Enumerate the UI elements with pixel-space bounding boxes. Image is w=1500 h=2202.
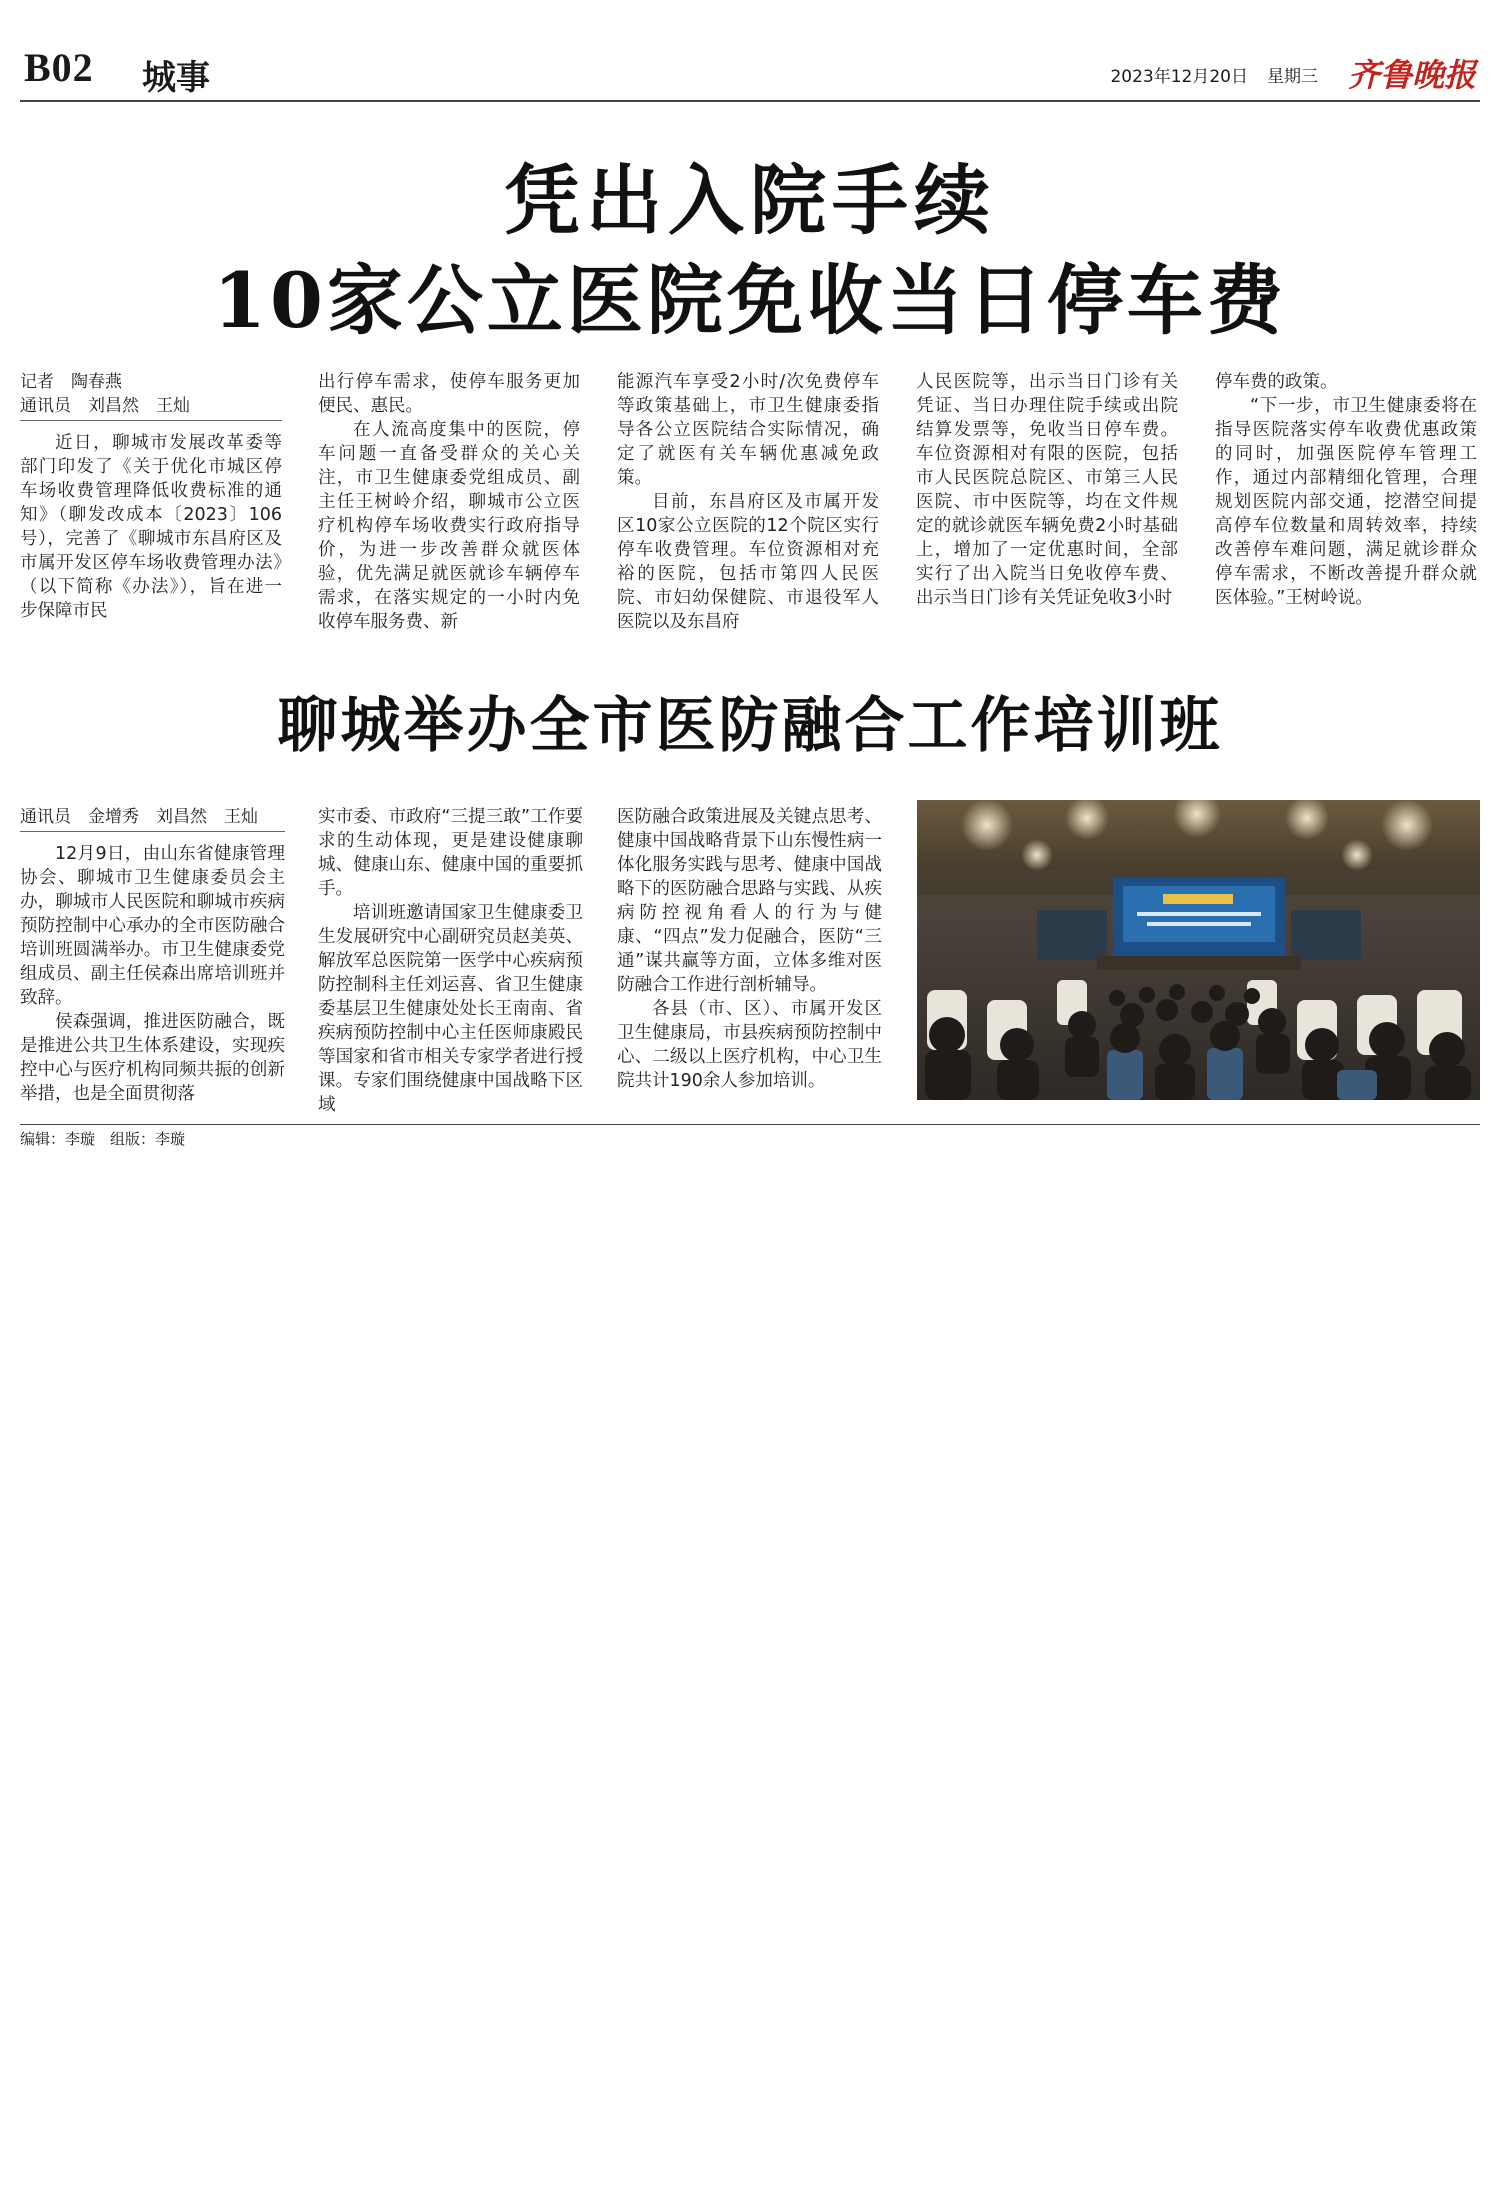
article1-headline-line1: 凭出入院手续 xyxy=(504,156,996,245)
article2-paragraph: 医防融合政策进展及关键点思考、健康中国战略背景下山东慢性病一体化服务实践与思考、健康中国战略下的医防融合思路与实践、从疾病防控视角看人的行为与健康、“四点”发力促融合，医防“三通”谋共赢等方面，立体多维对医防融合工作进行剖析辅导。 xyxy=(617,807,882,995)
article2-paragraph: 各县（市、区）、市属开发区卫生健康局，市县疾病预防控制中心、二级以上医疗机构，中心卫生院共计190余人参加培训。 xyxy=(617,999,882,1091)
page-code: B02 xyxy=(24,45,94,90)
bottom-divider xyxy=(20,1124,1480,1125)
article1-byline-correspondents: 通讯员 刘昌然 王灿 xyxy=(20,394,282,421)
article1-paragraph: 目前，东昌府区及市属开发区10家公立医院的12个院区实行停车收费管理。车位资源相对充裕的医院，包括市第四人民医院、市妇幼保健院、市退役军人医院以及东昌府 xyxy=(617,492,879,632)
article1-column-4 xyxy=(916,370,1178,610)
training-session-photo xyxy=(917,800,1480,1100)
page-header xyxy=(20,40,1480,102)
article1-paragraph: 能源汽车享受2小时/次免费停车等政策基础上，市卫生健康委指导各公立医院结合实际情况，确定了就医有关车辆优惠减免政策。 xyxy=(617,372,879,488)
article1-column-2 xyxy=(318,370,580,634)
article1-column-5 xyxy=(1215,370,1477,610)
section-name: 城事 xyxy=(142,58,210,98)
article2-column-3 xyxy=(617,805,882,1093)
article1-paragraph: 停车费的政策。 xyxy=(1215,372,1338,392)
article2-paragraph: 实市委、市政府“三提三敢”工作要求的生动体现，更是建设健康聊城、健康山东、健康中国的重要抓手。 xyxy=(318,807,583,899)
article2-paragraph: 12月9日，由山东省健康管理协会、聊城市卫生健康委员会主办，聊城市人民医院和聊城市疾病预防控制中心承办的全市医防融合培训班圆满举办。市卫生健康委党组成员、副主任侯森出席培训班并致辞。 xyxy=(20,844,285,1008)
newspaper-logo: 齐鲁晚报 xyxy=(1347,56,1476,94)
article2-headline: 聊城举办全市医防融合工作培训班 xyxy=(277,691,1223,761)
article2-column-2 xyxy=(318,805,583,1117)
article1-paragraph: 近日，聊城市发展改革委等部门印发了《关于优化市城区停车场收费管理降低收费标准的通知》（聊发改成本〔2023〕106号），完善了《聊城市东昌府区及市属开发区停车场收费管理办法》（以下简称《办法》），旨在进一步保障市民 xyxy=(20,433,282,621)
article2-byline: 通讯员 金增秀 刘昌然 王灿 xyxy=(20,805,285,832)
article1-headline-line2: 10家公立医院免收当日停车费 xyxy=(213,256,1287,345)
article1-column-3 xyxy=(617,370,879,634)
article2-paragraph: 侯森强调，推进医防融合，既是推进公共卫生体系建设，实现疾控中心与医疗机构同频共振的创新举措，也是全面贯彻落 xyxy=(20,1012,285,1104)
editor-credit: 编辑：李璇 组版：李璇 xyxy=(20,1130,186,1148)
issue-weekday: 星期三 xyxy=(1267,67,1318,87)
article1-paragraph: 人民医院等，出示当日门诊有关凭证、当日办理住院手续或出院结算发票等，免收当日停车费。车位资源相对有限的医院，包括市人民医院总院区、市第三人民医院、市中医院等，均在文件规定的就诊就医车辆免费2小时基础上，增加了一定优惠时间，全部实行了出入院当日免收停车费、出示当日门诊有关凭证免收3小时 xyxy=(916,372,1178,608)
article1-paragraph: 出行停车需求，使停车服务更加便民、惠民。 xyxy=(318,372,580,416)
article2-column-1 xyxy=(20,805,285,1106)
article1-paragraph: 在人流高度集中的医院，停车问题一直备受群众的关心关注，市卫生健康委党组成员、副主任王树岭介绍，聊城市公立医疗机构停车场收费实行政府指导价，为进一步改善群众就医体验，优先满足就医就诊车辆停车需求，在落实规定的一小时内免收停车服务费、新 xyxy=(318,420,580,632)
article1-byline-reporter: 记者 陶春燕 xyxy=(20,372,122,392)
article1-paragraph: “下一步，市卫生健康委将在指导医院落实停车收费优惠政策的同时，加强医院停车管理工作，通过内部精细化管理，合理规划医院内部交通，挖潜空间提高停车位数量和周转效率，持续改善停车难问题，满足就诊群众停车需求，不断改善提升群众就医体验。”王树岭说。 xyxy=(1215,396,1477,608)
issue-date: 2023年12月20日 xyxy=(1110,67,1248,87)
article1-column-1 xyxy=(20,370,282,623)
article2-paragraph: 培训班邀请国家卫生健康委卫生发展研究中心副研究员赵美英、解放军总医院第一医学中心疾病预防控制科主任刘运喜、省卫生健康委基层卫生健康处处长王南南、省疾病预防控制中心主任医师康殿民等国家和省市相关专家学者进行授课。专家们围绕健康中国战略下区域 xyxy=(318,903,583,1115)
